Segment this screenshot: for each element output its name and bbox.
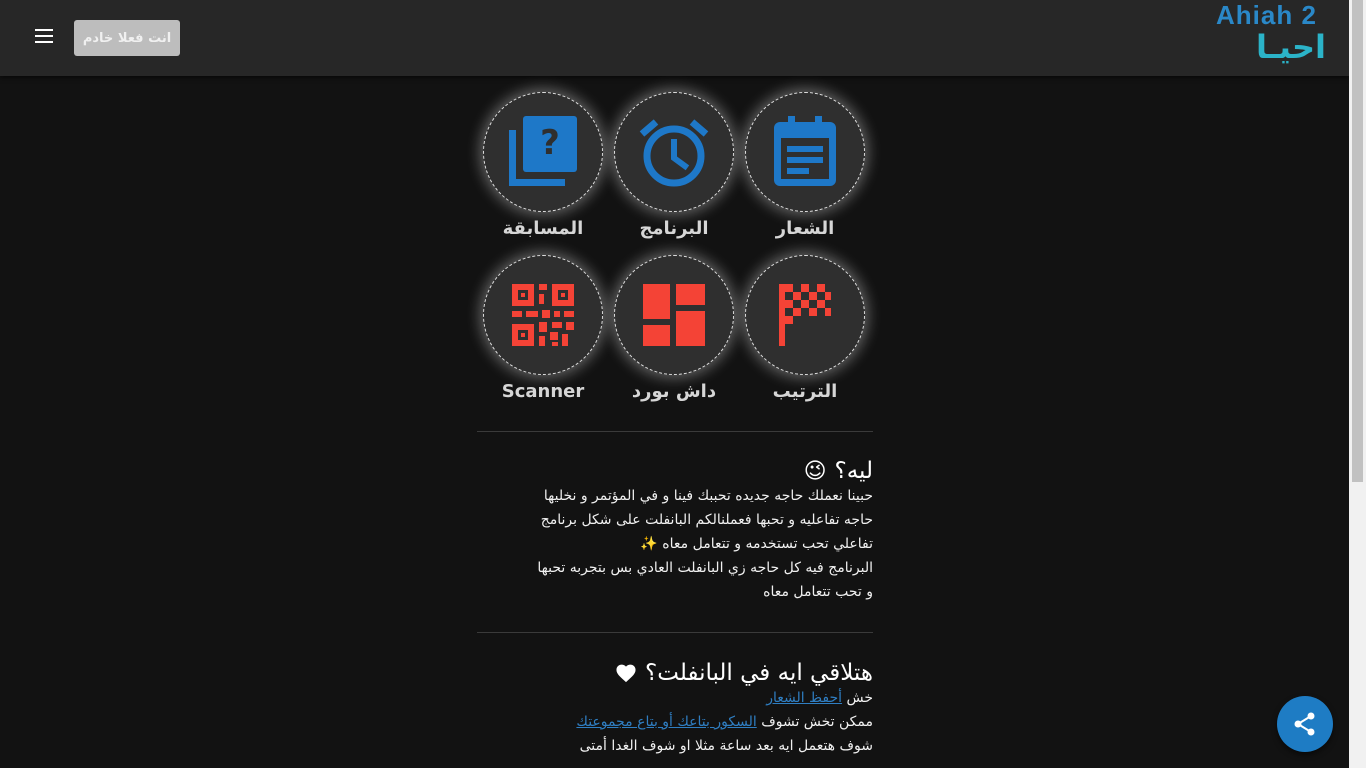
tile-label: الترتيب — [772, 381, 838, 402]
save-slogan-link[interactable]: أحفظ الشعار — [766, 690, 843, 706]
logo-text-ar: احيـا — [1255, 28, 1326, 66]
calendar-note-icon — [772, 116, 838, 188]
tile-program[interactable] — [609, 92, 739, 239]
tile-circle[interactable] — [745, 255, 865, 375]
section-divider — [477, 431, 873, 432]
tile-circle[interactable] — [614, 255, 734, 375]
tile-quiz[interactable] — [478, 92, 608, 239]
scrollbar-thumb[interactable] — [1352, 0, 1363, 482]
why-section — [477, 458, 873, 604]
why-line: حبينا نعملك حاجه جديده تحببك فينا و في المؤتمر و نخليها — [543, 488, 873, 504]
tile-scanner[interactable] — [478, 255, 608, 402]
tile-dashboard[interactable] — [609, 255, 739, 402]
why-title-text: ليه؟ — [834, 458, 873, 484]
contents-line — [477, 710, 873, 734]
dashboard-icon — [643, 284, 705, 346]
contents-line-text: ممكن تخش تشوف — [761, 714, 873, 730]
tile-label: البرنامج — [639, 218, 709, 239]
contents-title-text: هتلاقي ايه في البانفلت؟ — [645, 660, 873, 686]
tile-circle[interactable] — [745, 92, 865, 212]
tile-circle[interactable] — [483, 92, 603, 212]
tile-circle[interactable] — [483, 255, 603, 375]
share-icon — [1294, 712, 1316, 736]
section-divider — [477, 632, 873, 633]
score-link[interactable]: السكور بتاعك أو بتاع مجموعتك — [576, 714, 757, 730]
admin-button[interactable]: انت فعلا خادم — [74, 20, 180, 56]
tile-ranking[interactable] — [740, 255, 870, 402]
alarm-clock-icon — [638, 116, 710, 188]
quiz-library-icon — [507, 116, 579, 188]
svg-text:?: ? — [540, 123, 560, 163]
contents-section — [477, 660, 873, 758]
top-app-bar — [0, 0, 1349, 76]
why-line: حاجه تفاعليه و تحبها فعملنالكم البانفلت على شكل برنامج — [540, 512, 873, 528]
feature-grid — [477, 90, 873, 410]
qr-code-icon — [512, 284, 574, 346]
contents-line: شوف هتعمل ايه بعد ساعة مثلا او شوف الغدا أمتى — [579, 738, 873, 754]
why-line: و تحب تتعامل معاه — [763, 584, 873, 600]
share-button[interactable] — [1277, 696, 1333, 752]
wink-emoji-icon: 😉 — [803, 458, 827, 484]
contents-line — [477, 686, 873, 710]
contents-title — [477, 660, 873, 686]
logo-text-en: Ahiah 2 — [1216, 0, 1317, 30]
tile-label: المسابقة — [502, 218, 584, 239]
app-logo[interactable] — [1208, 0, 1328, 72]
checkered-flag-icon — [779, 284, 831, 346]
hamburger-menu-icon[interactable] — [30, 25, 58, 51]
contents-line-text: خش — [846, 690, 873, 706]
tile-circle[interactable] — [614, 92, 734, 212]
heart-icon — [615, 663, 637, 683]
why-line: تفاعلي تحب تستخدمه و تتعامل معاه ✨ — [640, 536, 873, 552]
tile-label: داش بورد — [631, 381, 717, 402]
tile-slogan[interactable] — [740, 92, 870, 239]
tile-label: الشعار — [775, 218, 835, 239]
page-scrollbar[interactable] — [1349, 0, 1366, 768]
why-title — [477, 458, 873, 484]
tile-label: Scanner — [501, 381, 585, 402]
why-line: البرنامج فيه كل حاجه زي البانفلت العادي بس بتجربه تحبها — [537, 560, 873, 576]
